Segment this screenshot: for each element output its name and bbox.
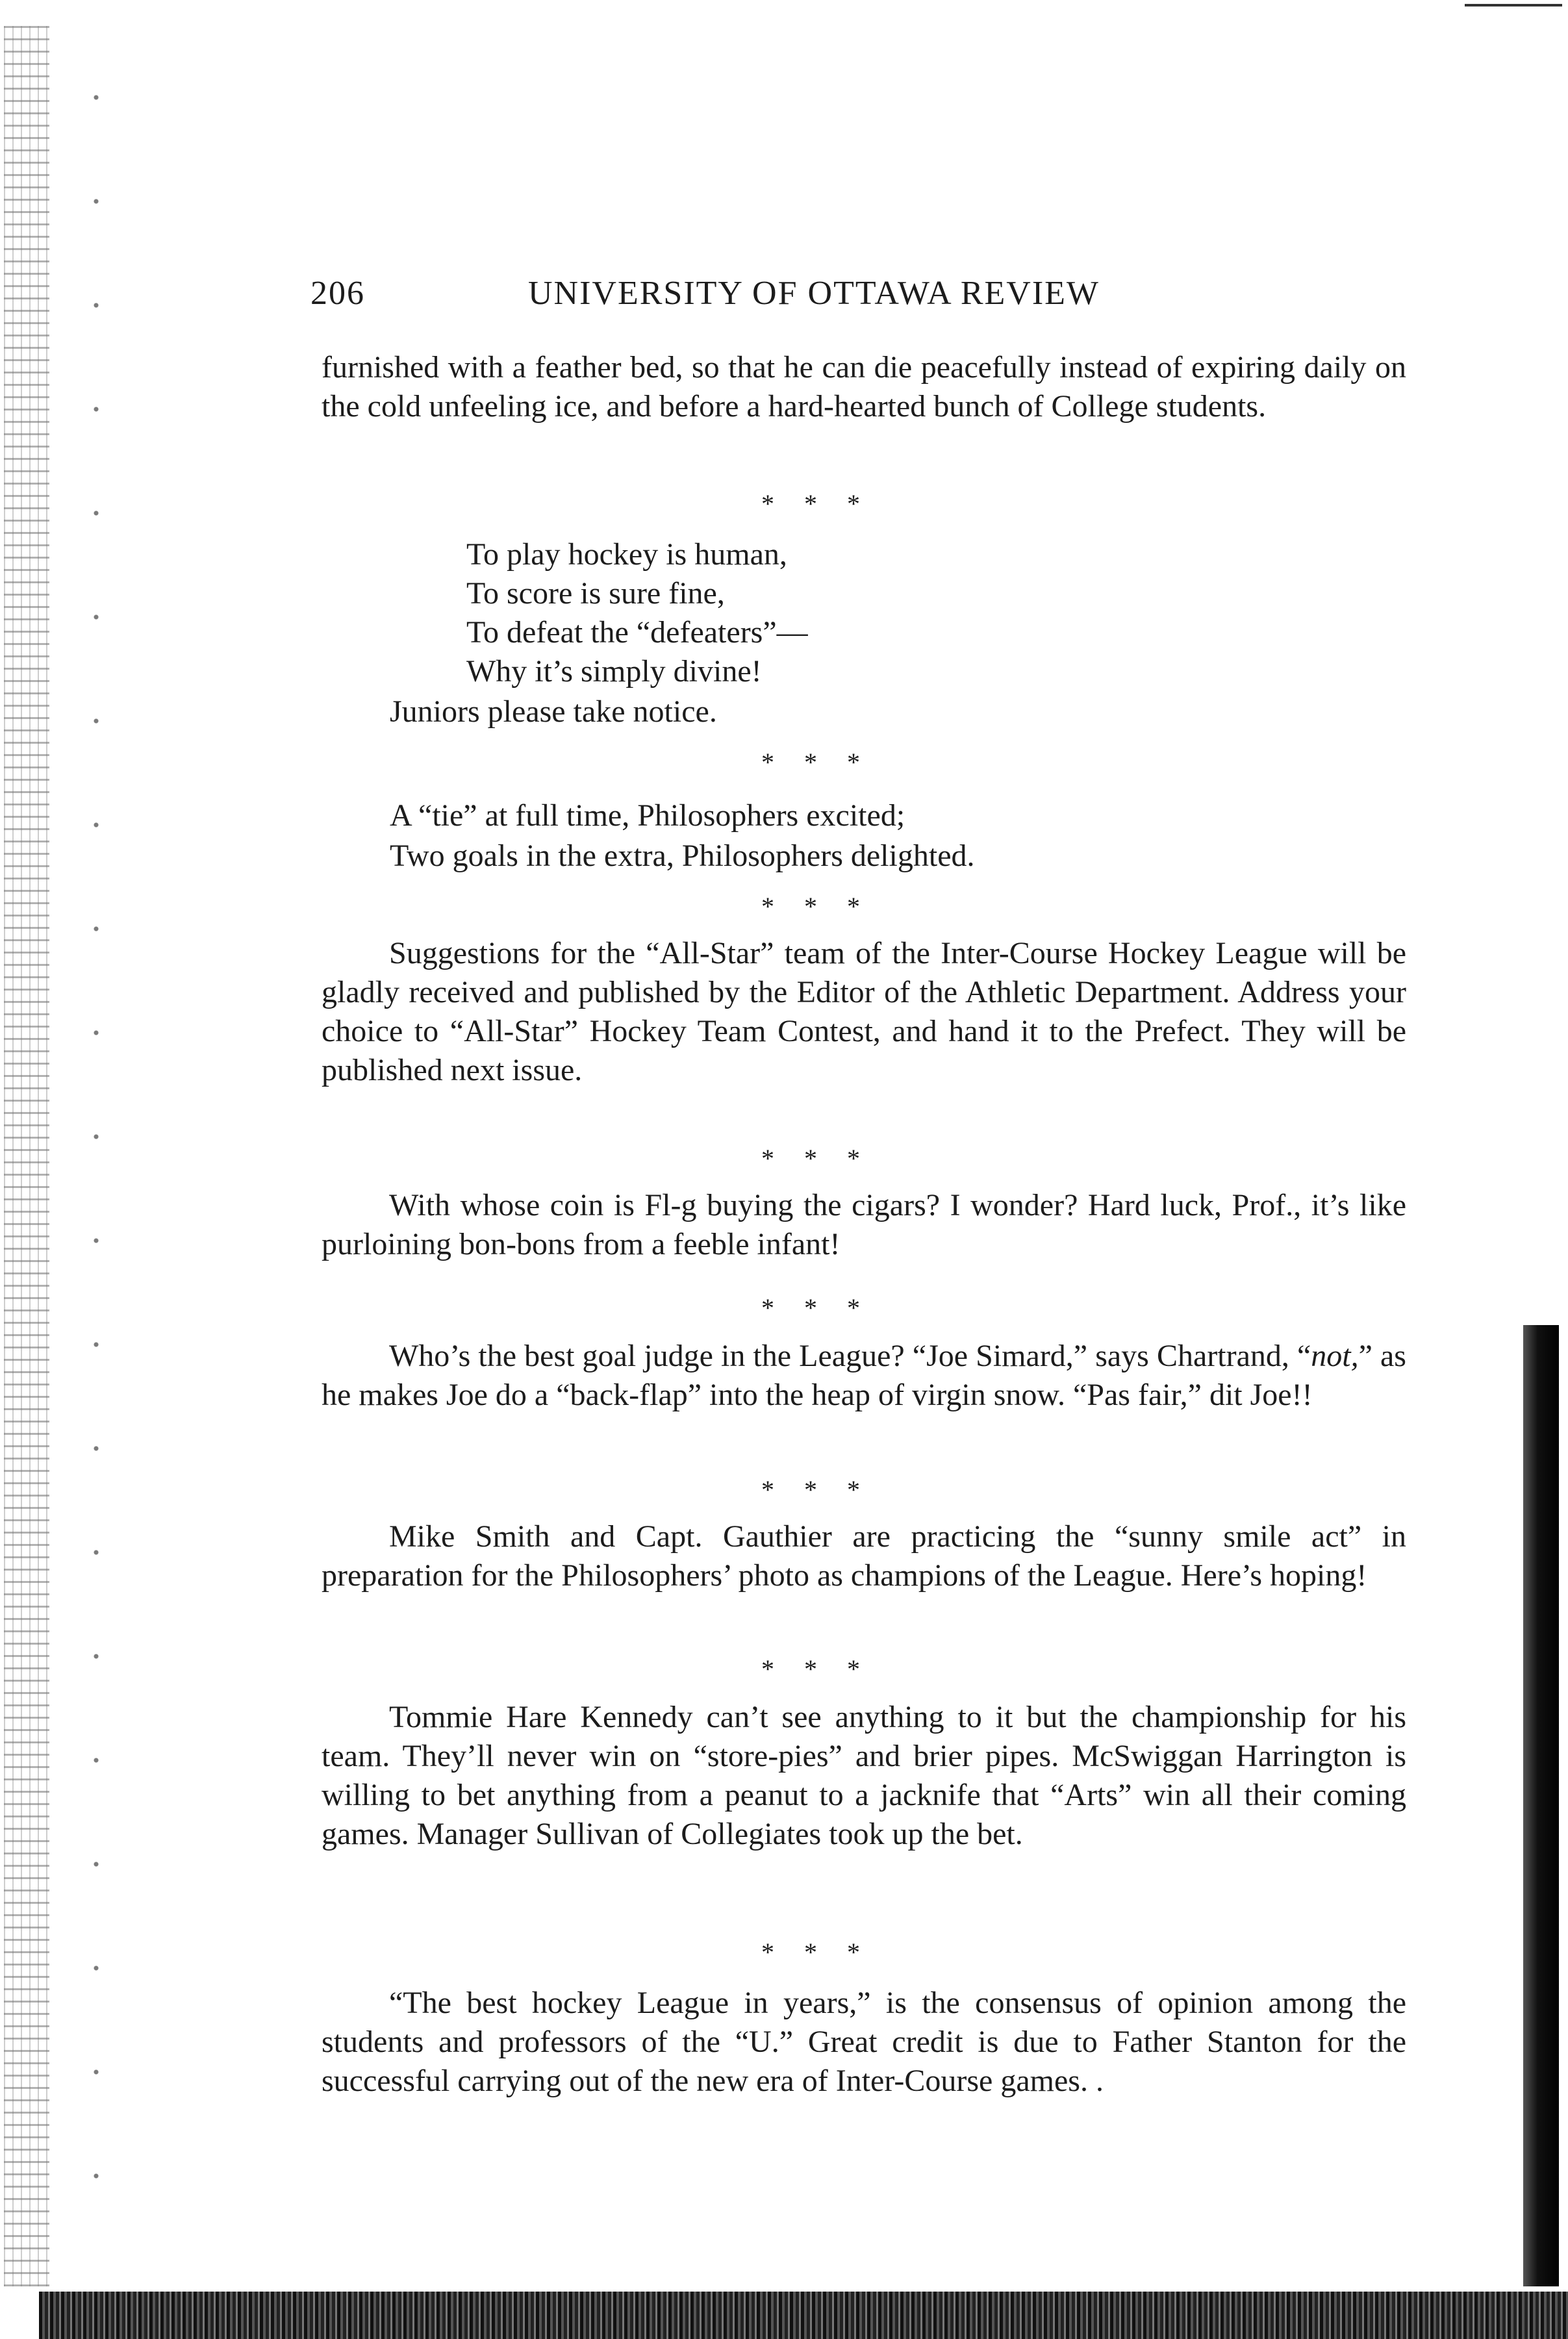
paragraph-smile: Mike Smith and Capt. Gauthier are practicing the “sunny smile act” in preparation for the Philosophers’ photo as champions of the League. Here’s hoping! <box>322 1519 1406 1593</box>
paragraph-intro: furnished with a feather bed, so that he can die peacefully instead of expiring daily on the cold unfeeling ice, and before a hard-hearted bunch of College students. <box>322 350 1406 424</box>
scan-right-edge <box>1523 1325 1559 2286</box>
section-separator: * * * <box>761 748 872 777</box>
paragraph-cigars: With whose coin is Fl-g buying the cigars? I wonder? Hard luck, Prof., it’s like purloining bon-bons from a feeble infant! <box>322 1188 1406 1261</box>
section-separator: * * * <box>761 489 872 518</box>
section-separator: * * * <box>761 1938 872 1967</box>
scan-bottom-edge <box>39 2292 1568 2339</box>
page-header <box>310 274 1220 312</box>
section-separator: * * * <box>761 1654 872 1684</box>
section-separator: * * * <box>761 1293 872 1322</box>
page-number: 206 <box>310 275 365 312</box>
verse-line: To defeat the “defeaters”— <box>466 615 808 650</box>
scan-top-rule <box>1465 4 1562 6</box>
verse-note: Juniors please take notice. <box>390 694 717 729</box>
couplet-line: Two goals in the extra, Philosophers delighted. <box>390 839 975 873</box>
goal-judge-text: Who’s the best goal judge in the League? “Joe Simard,” says Chartrand, “ <box>389 1339 1311 1373</box>
goal-judge-text: ” as he makes Joe do a “back-flap” into the heap of virgin snow. “Pas fair,” dit Joe!! <box>322 1339 1406 1412</box>
paragraph-allstar: Suggestions for the “All-Star” team of the Inter-Course Hockey League will be gladly received and published by the Editor of the Athletic Department. Address your choice to “All-Star” Hockey Team Contest, and hand it to the Prefect. They will be published next issue. <box>322 936 1406 1087</box>
running-title: UNIVERSITY OF OTTAWA REVIEW <box>528 275 1100 312</box>
verse-line: To score is sure fine, <box>466 576 725 611</box>
paragraph-goal-judge <box>322 1337 1406 1415</box>
verse-line: To play hockey is human, <box>466 537 787 572</box>
section-separator: * * * <box>761 892 872 921</box>
paragraph-kennedy: Tommie Hare Kennedy can’t see anything to it but the championship for his team. They’ll never win on “store-pies” and brier pipes. McSwiggan Harrington is willing to bet anything from a peanut to a jacknife that “Arts” win all their coming games. Manager Sullivan of Collegiates took up the bet. <box>322 1700 1406 1851</box>
couplet-line: A “tie” at full time, Philosophers excited; <box>390 798 905 833</box>
section-separator: * * * <box>761 1475 872 1504</box>
scan-speckles <box>91 45 101 2189</box>
goal-judge-emphasis: not, <box>1311 1339 1359 1373</box>
section-separator: * * * <box>761 1144 872 1173</box>
verse-line: Why it’s simply divine! <box>466 654 762 689</box>
paragraph-closing: “The best hockey League in years,” is the consensus of opinion among the students and professors of the “U.” Great credit is due to Father Stanton for the successful carrying out of the new era of Inter-Course games. . <box>322 1986 1406 2098</box>
